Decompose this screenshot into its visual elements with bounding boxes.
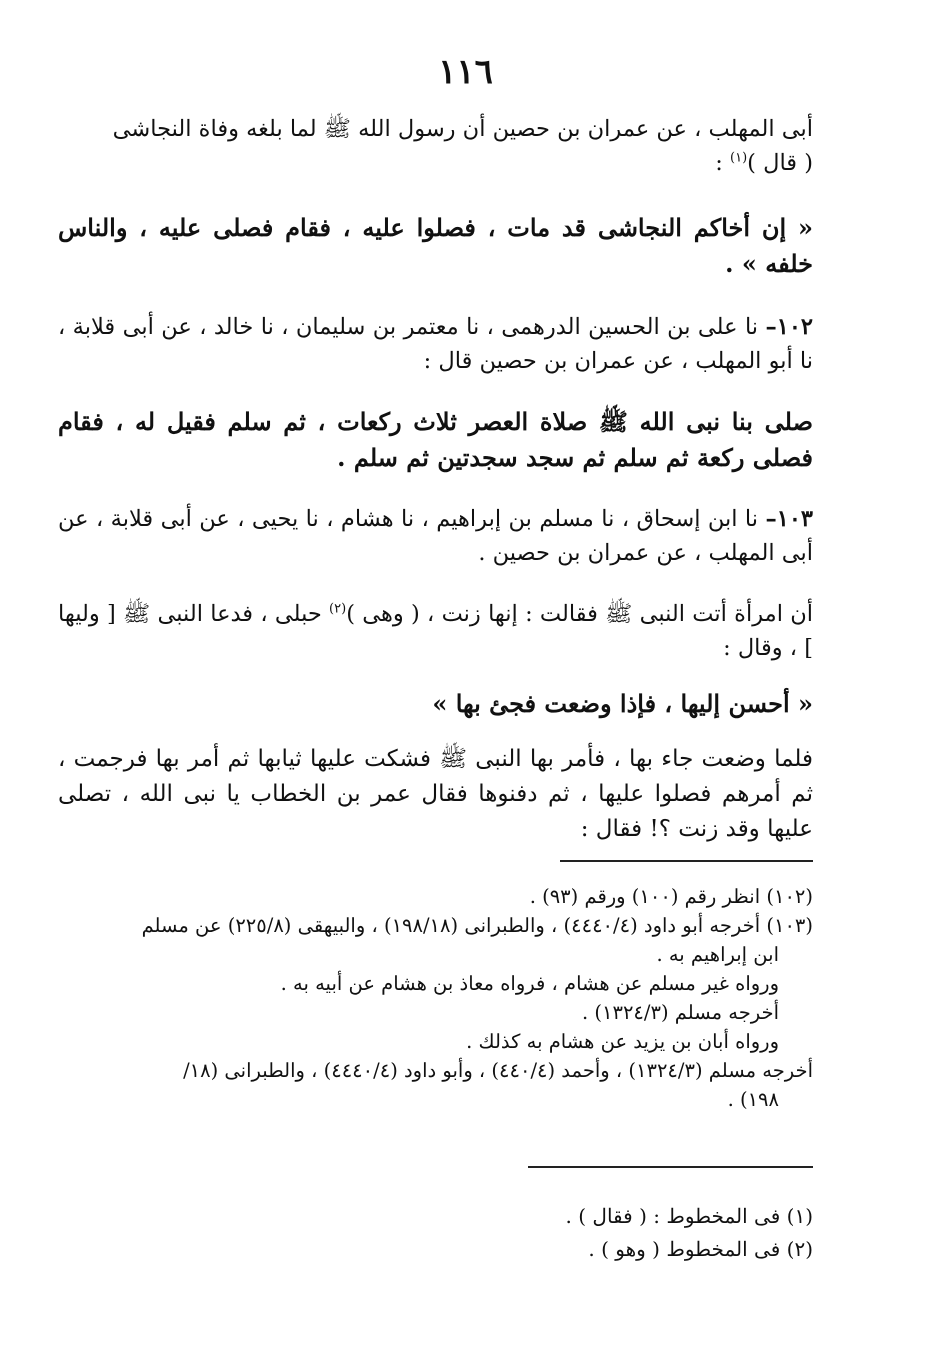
takhrij-footnotes [58, 882, 813, 1114]
text-line: أبى المهلب ، عن عمران بن حصين أن رسول الله ﷺ لما بلغه وفاة النجاشى [112, 116, 813, 142]
footnote-line: أخرجه مسلم (١٣٢٤/٣) ، وأحمد (٤٤٠/٤) ، وأبو داود (٤٤٤٠/٤) ، والطبرانى (١٨/ [183, 1059, 813, 1082]
isnad-text: نا على بن الحسين الدرهمى ، نا معتمر بن سليمان ، نا خالد ، عن أبى قلابة ، نا أبو المهلب ، عن عمران بن حصين قال : [58, 314, 813, 374]
isnad-text: نا ابن إسحاق ، نا مسلم بن إبراهيم ، نا هشام ، نا يحيى ، عن أبى قلابة ، عن أبى المهلب ، عن عمران بن حصين . [58, 506, 813, 566]
hadith-number-102: ١٠٢– [765, 314, 813, 340]
footnote-2: (٢) فى المخطوط ( وهو ) . [588, 1237, 813, 1261]
text-fragment: : [715, 150, 731, 176]
paragraph-chain-continuation [58, 112, 813, 180]
hadith-number-103: ١٠٣– [765, 506, 813, 532]
text-fragment: حبلى ، فدعا النبى ﷺ [ وليها ] ، وقال : [58, 601, 813, 661]
hadith-matn-102: صلى بنا نبى الله ﷺ صلاة العصر ثلاث ركعات ، ثم سلم فقيل له ، فقام فصلى ركعة ثم سلم ثم سجد سجدتين ثم سلم . [58, 407, 813, 472]
page-number: ١١٦ [438, 52, 493, 92]
narration-paragraph-2: فلما وضعت جاء بها ، فأمر بها النبى ﷺ فشكت عليها ثيابها ثم أمر بها فرجمت ، ثم أمرهم فصلوا عليها ، ثم دفنوها فقال عمر بن الخطاب يا نبى الله ، تصلى عليها وقد زنت ؟! فقال : [58, 746, 813, 842]
section-divider [560, 860, 813, 862]
footnote-line: (١٠٣) أخرجه أبو داود (٤٤٤٠/٤) ، والطبرانى (١٩٨/١٨) ، والبيهقى (٢٢٥/٨) عن مسلم [141, 914, 813, 937]
footnote-divider [528, 1166, 813, 1168]
manuscript-footnotes [58, 1200, 813, 1266]
text-fragment: ( قال ) [747, 150, 813, 176]
hadith-matn-103: « أحسن إليها ، فإذا وضعت فجئ بها » [432, 689, 813, 718]
footnote-line: ١٩٨) . [727, 1088, 779, 1111]
footnote-line: (١٠٢) انظر رقم (١٠٠) ورقم (٩٣) . [529, 885, 813, 908]
hadith-102-isnad [58, 310, 813, 378]
hadith-matn-1: « إن أخاكم النجاشى قد مات ، فصلوا عليه ، فقام فصلى عليه ، والناس خلفه » . [58, 213, 813, 278]
footnote-ref-2: (٢) [329, 601, 347, 617]
footnote-line: ابن إبراهيم به . [656, 943, 779, 966]
footnote-line: ورواه غير مسلم عن هشام ، فرواه معاذ بن هشام عن أبيه به . [280, 972, 779, 995]
text-fragment: أن امرأة أتت النبى ﷺ فقالت : إنها زنت ، ( وهى ) [346, 601, 813, 627]
footnote-1: (١) فى المخطوط : ( فقال ) . [565, 1204, 813, 1228]
footnote-ref-1: (١) [730, 150, 748, 166]
footnote-line: ورواه أبان بن يزيد عن هشام به كذلك . [466, 1030, 779, 1053]
footnote-line: أخرجه مسلم (١٣٢٤/٣) . [582, 1001, 779, 1024]
hadith-103-isnad [58, 502, 813, 570]
narration-paragraph [58, 597, 813, 665]
